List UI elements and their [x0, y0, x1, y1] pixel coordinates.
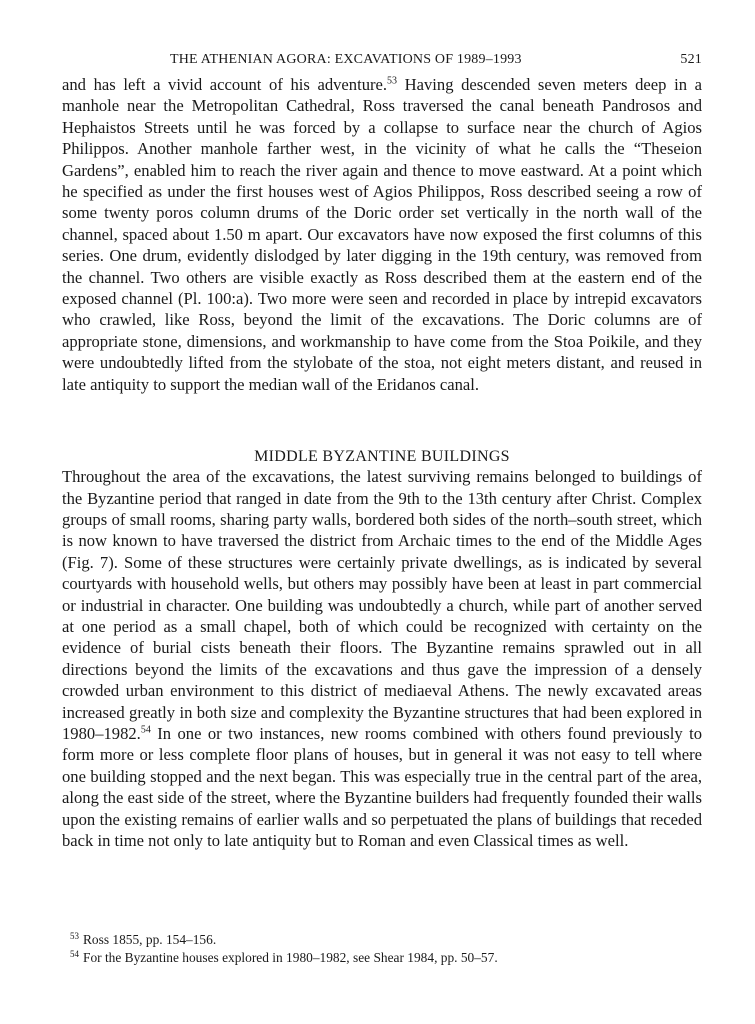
footnotes	[62, 931, 702, 967]
footnote-ref-53: 53	[387, 75, 398, 87]
footnote-text: Ross 1855, pp. 154–156.	[83, 932, 217, 947]
paragraph-text: and has left a vivid account of his adventure.	[62, 75, 388, 94]
paragraph-byzantine-buildings	[62, 466, 702, 851]
paragraph-text: In one or two instances, new rooms combined with others found previously to form more or less complete floor plans of houses, but in general it was not easy to tell where one building stopped and the next began. This was especially true in the central part of the area, along the east side of the street, where the Byzantine builders had frequently founded their walls upon the existing remains of earlier walls and so perpetuated the plans of buildings that receded back in time not only to late antiquity but to Roman and even Classical times as well.	[62, 723, 702, 850]
footnote-text: For the Byzantine houses explored in 1980–1982, see Shear 1984, pp. 50–57.	[83, 950, 498, 965]
page-number: 521	[680, 52, 702, 67]
section-heading: MIDDLE BYZANTINE BUILDINGS	[254, 448, 510, 466]
footnote-53	[62, 931, 702, 949]
footnote-54	[62, 949, 702, 967]
running-title: THE ATHENIAN AGORA: EXCAVATIONS OF 1989–1993	[170, 52, 522, 67]
running-header	[62, 52, 702, 74]
footnote-number: 54	[70, 948, 79, 959]
paragraph-ross-account	[62, 74, 702, 395]
paragraph-text: Throughout the area of the excavations, the latest surviving remains belonged to buildings of the Byzantine period that ranged in date from the 9th to the 13th century after Christ. Complex groups of small rooms, sharing party walls, bordered both sides of the north–south street, which is now known to have traversed the district from Archaic times to the end of the Middle Ages (Fig. 7). Some of these structures were certainly private dwellings, as is indicated by several courtyards with household wells, but others may possibly have been at least in part commercial or industrial in character. One building was undoubtedly a church, while part of another served at one period as a small chapel, both of which could be recognized with certainty on the evidence of burial cists beneath their floors. The Byzantine remains sprawled out in all directions beyond the limits of the excavations and thus gave the impression of a densely crowded urban environment to this district of mediaeval Athens. The newly excavated areas increased greatly in both size and complexity the Byzantine structures that had been explored in 1980–1982.	[62, 467, 702, 743]
paragraph-text: Having descended seven meters deep in a manhole near the Metropolitan Cathedral, Ross traversed the canal beneath Pandrosos and Hephaistos Streets until he was forced by a collapse to surface near the church of Agios Philippos. Another manhole farther west, in the vicinity of what he calls the “Theseion Gardens”, enabled him to reach the river again and thence to move eastward. At a point which he specified as under the first houses west of Agios Philippos, Ross described seeing a row of some twenty poros column drums of the Doric order set vertically in the north wall of the channel, spaced about 1.50 m apart. Our excavators have now exposed the first columns of this series. One drum, evidently dislodged by later digging in the 19th century, was removed from the channel. Two others are visible exactly as Ross described them at the eastern end of the exposed channel (Pl. 100:a). Two more were seen and recorded in place by intrepid excavators who crawled, like Ross, beyond the limit of the excavations. The Doric columns are of appropriate stone, dimensions, and workmanship to have come from the Stoa Poikile, and they were undoubtedly lifted from the stylobate of the stoa, not eight meters distant, and reused in late antiquity to support the median wall of the Eridanos canal.	[62, 75, 702, 394]
page-body	[62, 52, 702, 851]
footnote-ref-54: 54	[140, 724, 151, 736]
footnote-number: 53	[70, 930, 79, 941]
